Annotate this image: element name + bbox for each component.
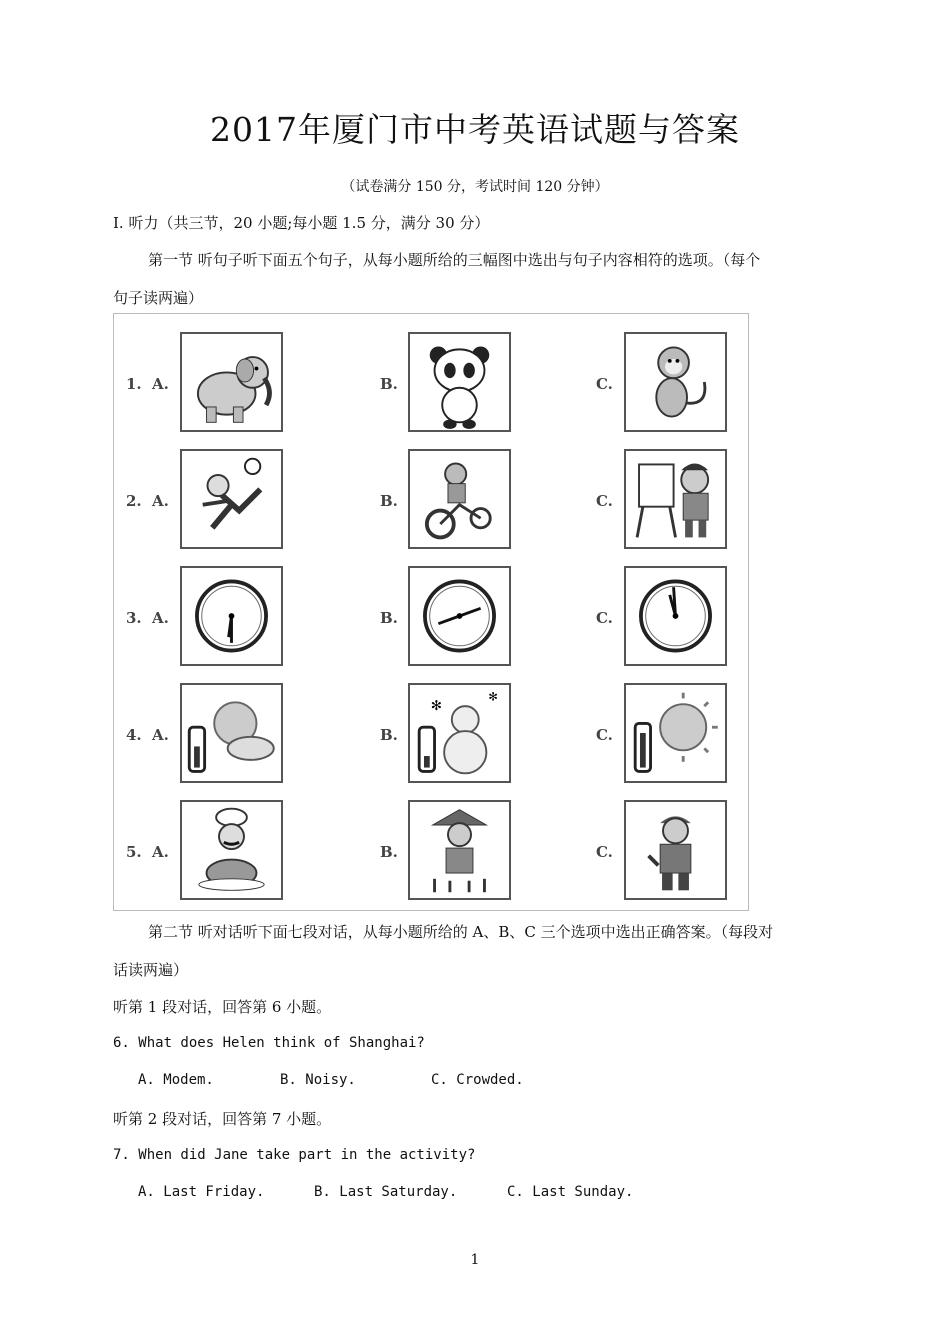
option-a: A. Modem. [138,1072,214,1088]
part2-instruction-cont: 话读两遍） [113,961,189,979]
option-label: A. [152,492,169,510]
exam-info: （试卷满分 150 分，考试时间 120 分钟） [341,179,609,195]
farmer-icon [408,800,511,900]
cloudy-sun-thermometer-icon [180,683,283,783]
section-heading: I. 听力（共三节，20 小题;每小题 1.5 分，满分 30 分） [113,214,490,232]
mechanic-icon [624,800,727,900]
option-label: B. [380,726,398,744]
option-label: C. [596,609,613,627]
question-number: 2. [126,492,142,510]
painter-icon [624,449,727,549]
option-label: B. [380,609,398,627]
option-b: B. Last Saturday. [314,1184,458,1200]
option-b: B. Noisy. [280,1072,356,1088]
elephant-icon [180,332,283,432]
option-label: B. [380,375,398,393]
option-c: C. Last Sunday. [507,1184,634,1200]
question-number: 4. [126,726,142,744]
question-number: 5. [126,843,142,861]
option-label: A. [152,843,169,861]
option-label: A. [152,375,169,393]
dialogue-intro: 听第 1 段对话，回答第 6 小题。 [113,998,332,1016]
option-label: C. [596,726,613,744]
question-text: 7. When did Jane take part in the activity? [113,1147,476,1163]
option-a: A. Last Friday. [138,1184,265,1200]
page-number: 1 [470,1252,480,1268]
clock-icon [624,566,727,666]
question-text: 6. What does Helen think of Shanghai? [113,1035,425,1051]
option-label: B. [380,843,398,861]
snowman-thermometer-icon [408,683,511,783]
soccer-player-icon [180,449,283,549]
option-label: C. [596,492,613,510]
page-title: 2017年厦门市中考英语试题与答案 [210,110,740,149]
option-c: C. Crowded. [431,1072,524,1088]
clock-icon [180,566,283,666]
part1-instruction-cont: 句子读两遍） [113,289,204,307]
svg-text:✻: ✻ [488,689,498,704]
option-label: C. [596,843,613,861]
cyclist-icon [408,449,511,549]
option-label: C. [596,375,613,393]
sunny-thermometer-icon [624,683,727,783]
question-number: 1. [126,375,142,393]
question-number: 3. [126,609,142,627]
dialogue-intro: 听第 2 段对话，回答第 7 小题。 [113,1110,332,1128]
option-label: A. [152,726,169,744]
picture-options-figure [113,313,749,911]
chef-icon [180,800,283,900]
panda-icon [408,332,511,432]
svg-text:✻: ✻ [430,698,442,714]
option-label: A. [152,609,169,627]
option-label: B. [380,492,398,510]
part2-instruction: 第二节 听对话听下面七段对话，从每小题所给的 A、B、C 三个选项中选出正确答案。（每段对 [148,923,774,941]
monkey-icon [624,332,727,432]
part1-instruction: 第一节 听句子听下面五个句子，从每小题所给的三幅图中选出与句子内容相符的选项。（每个 [148,251,761,269]
clock-icon [408,566,511,666]
